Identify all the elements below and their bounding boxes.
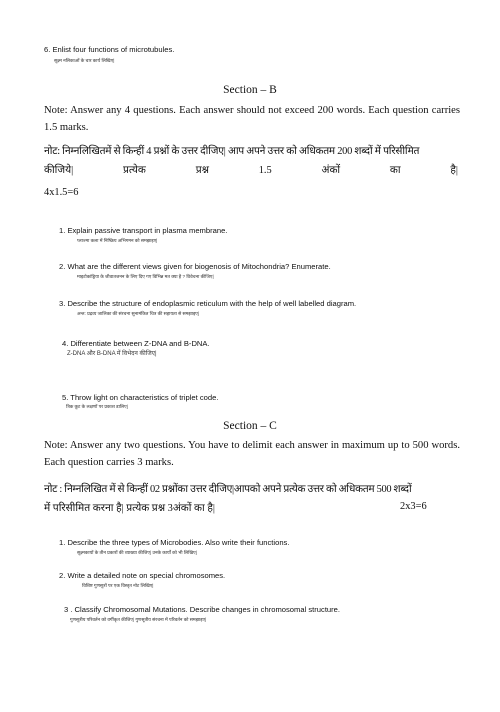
- section-b-q5-hindi: त्रिक कूट के लक्षणों पर प्रकाश डालिए|: [66, 404, 128, 409]
- section-b-q5: 5. Throw light on characteristics of triplet code.: [62, 393, 219, 402]
- hi-word: अंकों: [321, 165, 341, 176]
- section-b-q2: 2. What are the different views given for biogenosis of Mitochondria? Enumerate.: [59, 262, 331, 271]
- hi-word: का: [389, 165, 401, 176]
- section-c-note-hi-line2: में परिसीमित करना है| प्रत्येक प्रश्न 3अंकों का है|: [44, 503, 215, 514]
- question-6-hindi: सूक्ष्म नलिकाओं के चार कार्य लिखिए|: [54, 58, 115, 63]
- hi-word: कीजिये|: [44, 165, 74, 176]
- section-b-note-hi-line1: नोट: निम्नलिखितमें से किन्हीं 4 प्रश्नों के उत्तर दीजिए| आप अपने उत्तर को अधिकतम 200 शब्दों में परिसीमित: [44, 146, 420, 157]
- section-c-note-en: Note: Answer any two questions. You have to delimit each answer in maximum up to 500 words. Each question carries 3 marks.: [44, 440, 460, 468]
- section-b-q2-hindi: माइटोकांड्रिया के जीवातजनन के लिए दिए गए विभिन्न मत क्या है ? विवेचना कीजिए|: [77, 274, 214, 279]
- hi-word: प्रश्न: [195, 165, 209, 176]
- section-b-q3-hindi: अन्त: प्रद्रव्य जालिका की संरचना सुनामंकित चित्र की सहायता से समझाइए|: [77, 311, 199, 316]
- section-b-q4-hindi: Z-DNA और B-DNA में विभेदन कीजिए|: [67, 351, 157, 357]
- section-c-q3-hindi: गुणसूत्रीय परिवर्तन को वर्गीकृत कीजिए| गुणसूत्रीय संरचना में परिवर्तन को समझाइए|: [70, 617, 207, 622]
- section-c-title: Section – C: [223, 420, 277, 432]
- section-b-q1-hindi: प्लाज्मा कला में निष्क्रिय अभिगमन को समझाइए|: [77, 238, 158, 243]
- section-c-note-hi-line1: नोट : निम्नलिखित में से किन्हीं 02 प्रश्नोंका उत्तर दीजिए|आपको अपने प्रत्येक उत्तर को अधिकतम 500 शब्दों: [44, 484, 412, 495]
- hi-word: है|: [450, 165, 458, 176]
- section-b-q4: 4. Differentiate between Z-DNA and B-DNA.: [62, 339, 210, 348]
- section-c-marks: 2x3=6: [400, 501, 427, 512]
- section-b-note-hi-line2: [44, 164, 458, 178]
- question-6-text: 6. Enlist four functions of microtubules.: [44, 45, 175, 54]
- section-c-q3: 3 . Classify Chromosomal Mutations. Describe changes in chromosomal structure.: [64, 605, 341, 614]
- section-b-title: Section – B: [223, 84, 277, 96]
- section-b-note-en: Note: Answer any 4 questions. Each answer should not exceed 200 words. Each question carries 1.5 marks.: [44, 105, 460, 133]
- section-c-q1: 1. Describe the three types of Microbodies. Also write their functions.: [59, 538, 290, 547]
- section-b-marks: 4x1.5=6: [44, 187, 79, 198]
- section-b-q1: 1. Explain passive transport in plasma membrane.: [59, 226, 228, 235]
- hi-word: प्रत्येक: [122, 165, 146, 176]
- hi-word: 1.5: [258, 165, 272, 176]
- section-c-q1-hindi: सूक्ष्मकायों के तीन प्रकारों की व्याख्या कीजिए| उनके कार्यों को भी लिखिए|: [77, 550, 197, 555]
- section-b-q3: 3. Describe the structure of endoplasmic reticulum with the help of well labelled diagram.: [59, 299, 357, 308]
- section-c-q2: 2. Write a detailed note on special chromosomes.: [59, 571, 226, 580]
- section-c-q2-hindi: विशिष्ट गुणसूत्रों पर एक विस्तृत नोट लिखिए|: [82, 583, 154, 588]
